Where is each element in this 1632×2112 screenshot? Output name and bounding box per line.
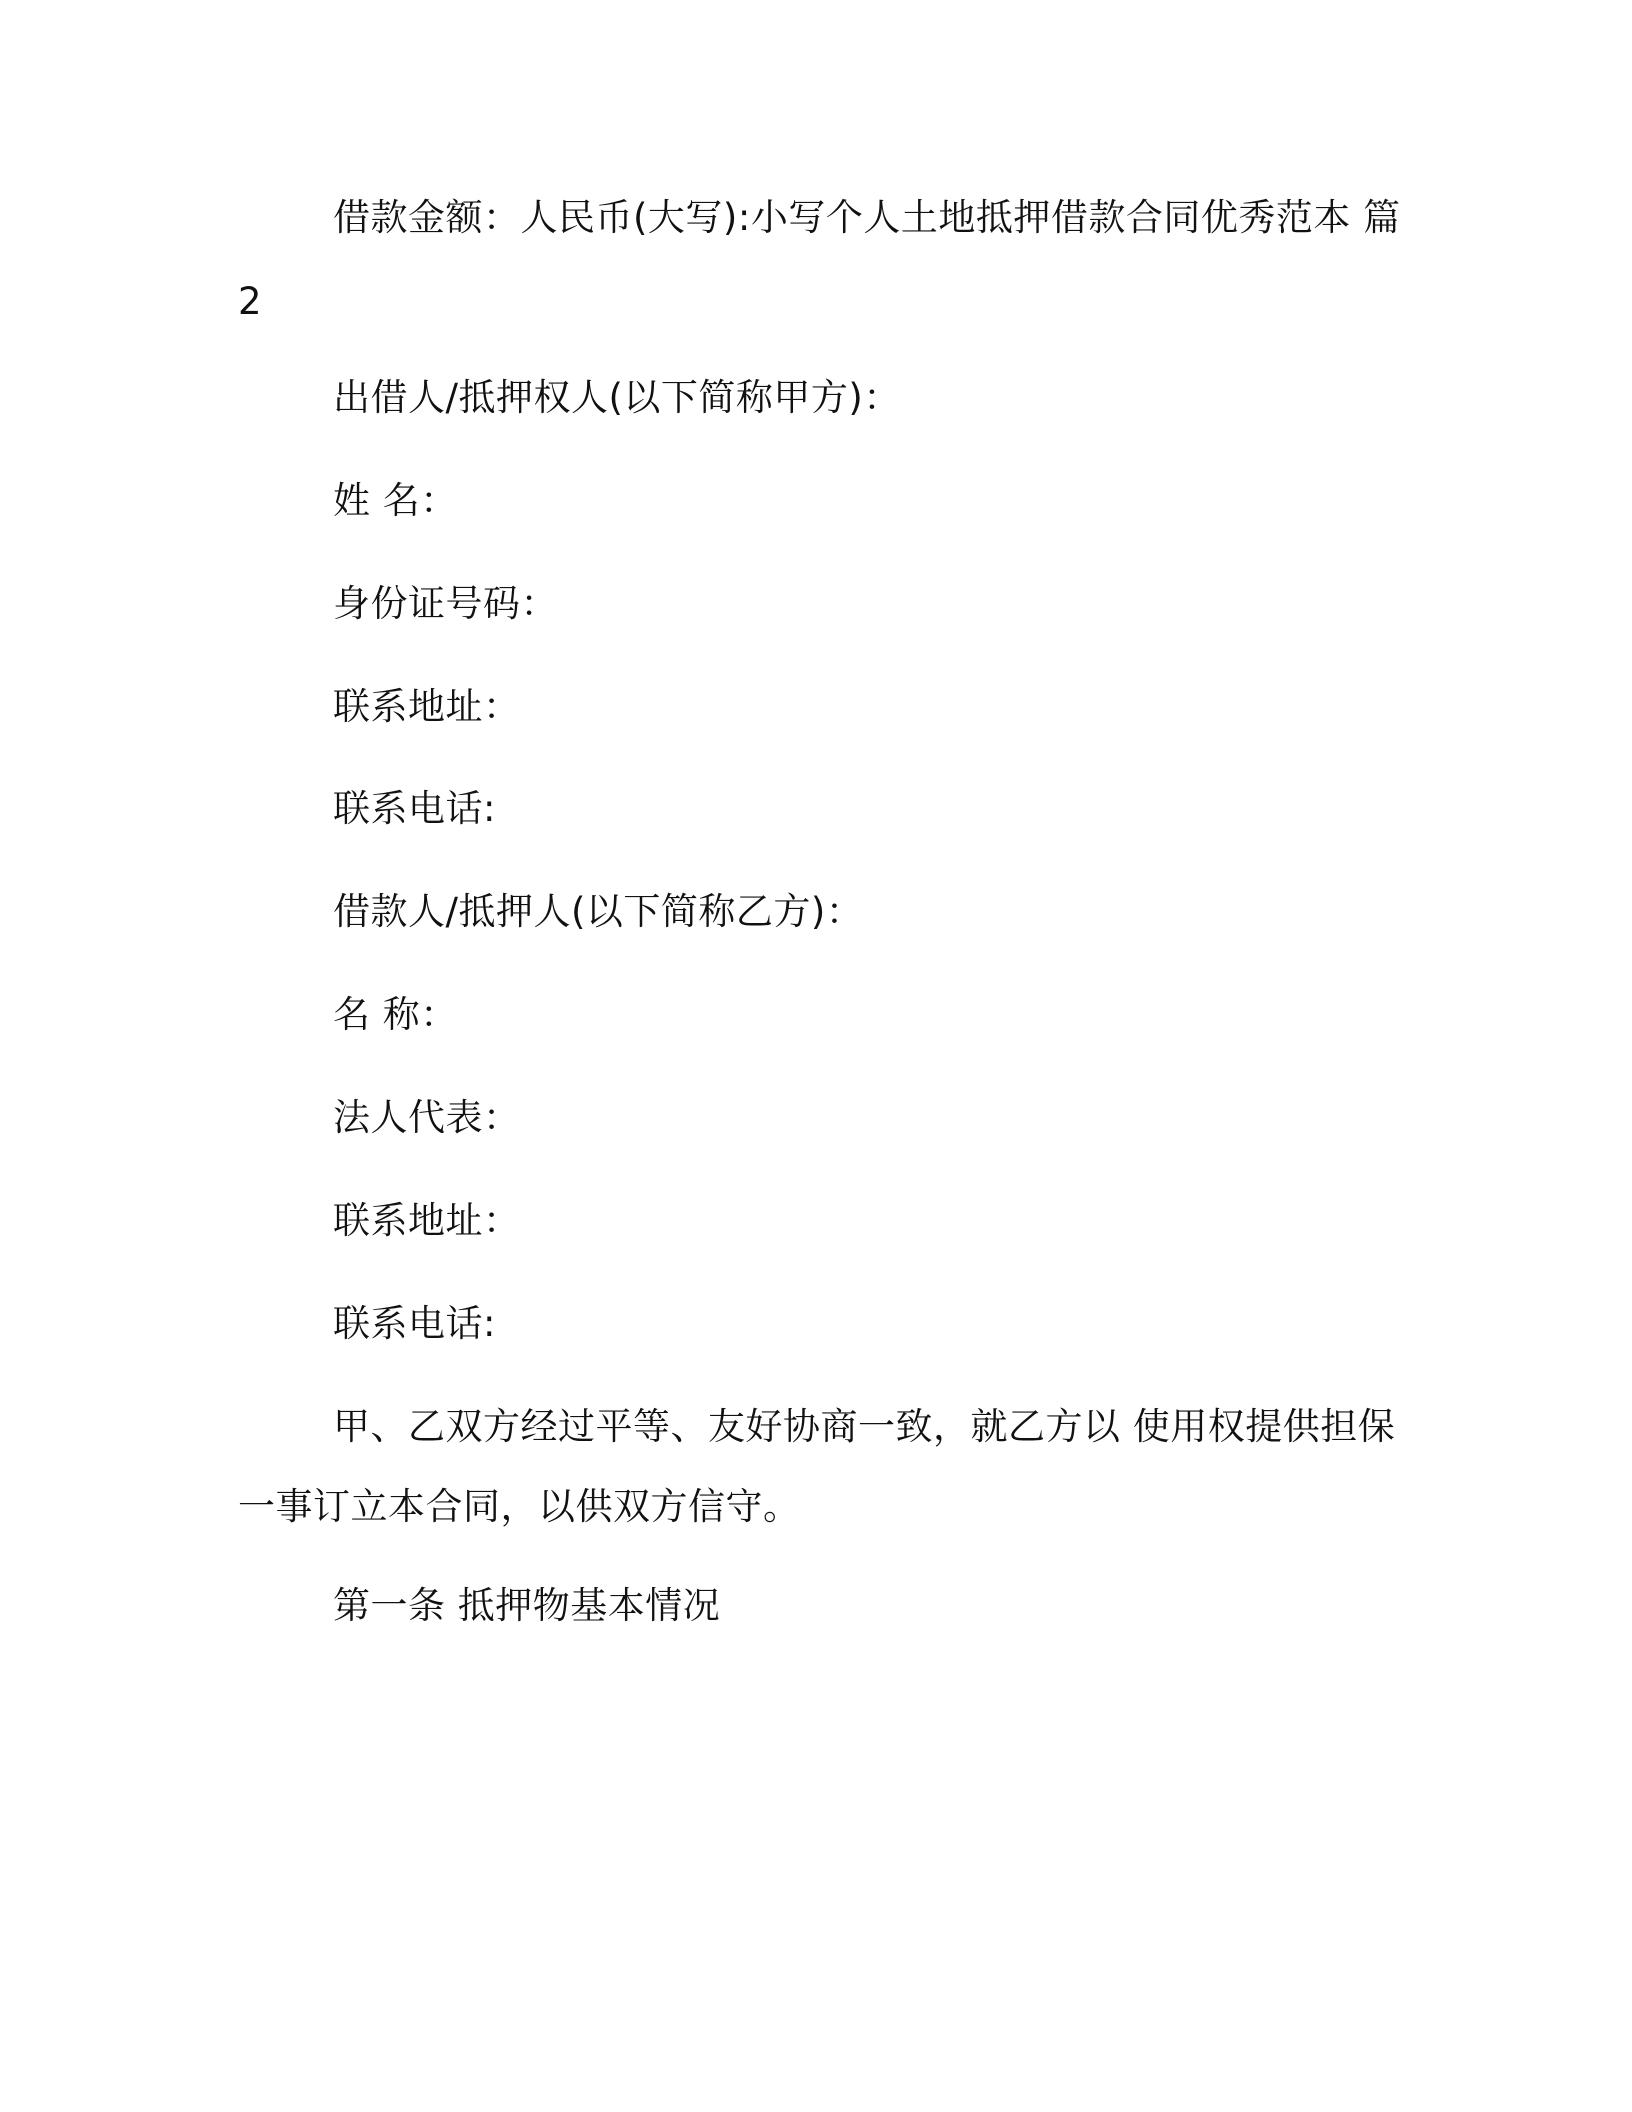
lender-phone-label: 联系电话: (333, 787, 496, 830)
lender-id-label: 身份证号码： (333, 582, 558, 625)
borrower-name-label: 名 称： (333, 993, 458, 1036)
article-1-heading: 第一条 抵押物基本情况 (333, 1584, 721, 1627)
lender-heading: 出借人/抵押权人(以下简称甲方)： (333, 376, 901, 419)
lender-address-label: 联系地址： (333, 685, 521, 728)
borrower-phone-label: 联系电话: (333, 1302, 496, 1345)
agreement-paragraph-line-2: 一事订立本合同，以供双方信守。 (238, 1485, 801, 1528)
borrower-legal-rep-label: 法人代表： (333, 1096, 521, 1139)
borrower-heading: 借款人/抵押人(以下简称乙方)： (333, 890, 864, 933)
agreement-paragraph-line-1: 甲、乙双方经过平等、友好协商一致，就乙方以 使用权提供担保 (333, 1405, 1396, 1448)
lender-name-label: 姓 名： (333, 479, 458, 522)
loan-amount-line-continuation: 2 (238, 280, 263, 323)
loan-amount-line: 借款金额：人民币(大写):小写个人土地抵押借款合同优秀范本 篇 (333, 196, 1401, 239)
borrower-address-label: 联系地址： (333, 1199, 521, 1242)
